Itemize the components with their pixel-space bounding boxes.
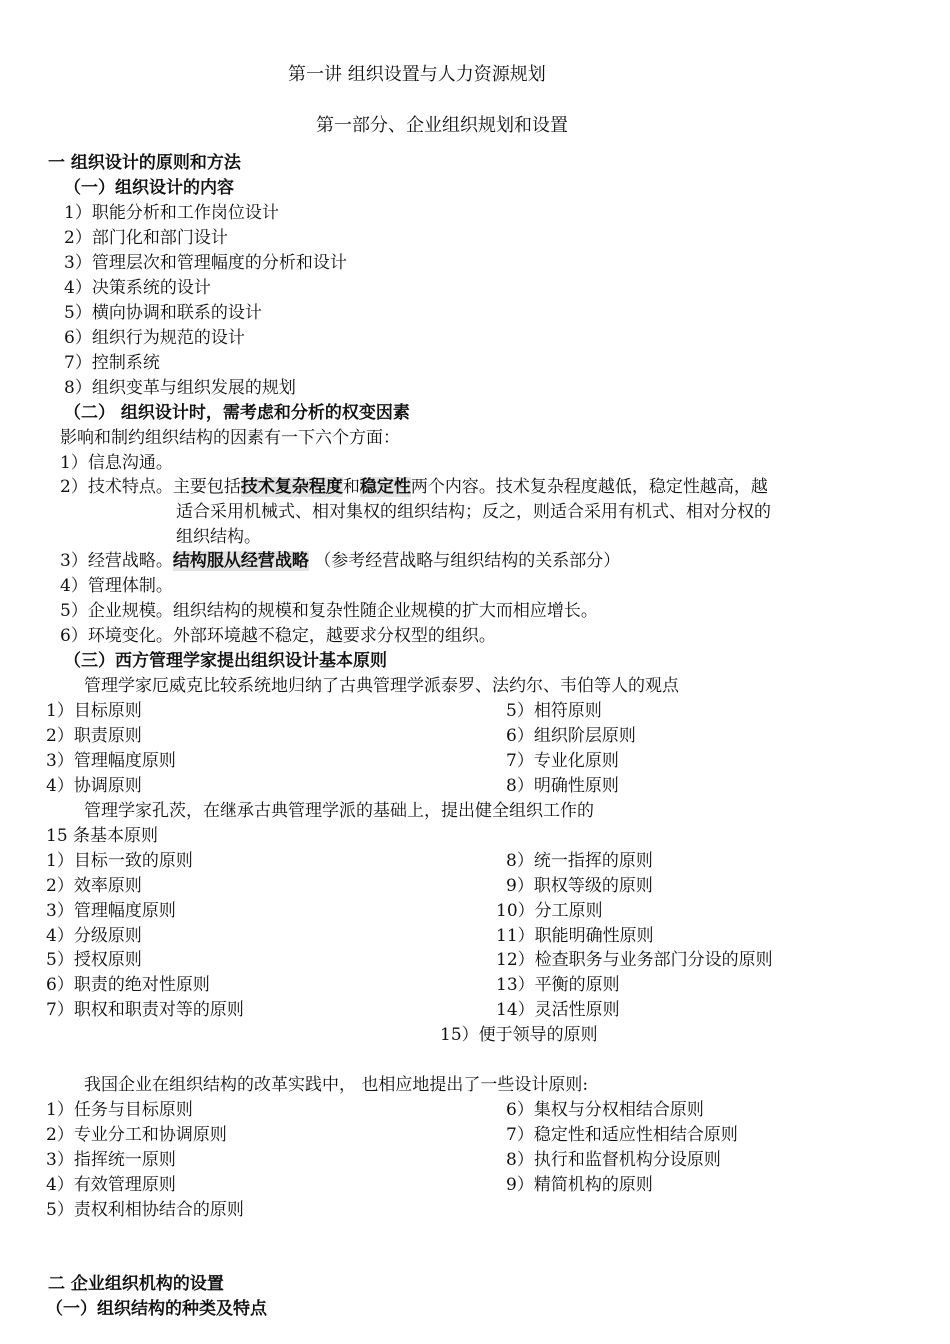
list-item: 7）控制系统 (64, 353, 160, 373)
list-item: 9）职权等级的原则 (506, 876, 653, 896)
list-item-continuation: 适合采用机械式、相对集权的组织结构；反之，则适合采用有机式、相对分权的 (176, 502, 771, 522)
list-item: 10）分工原则 (496, 901, 603, 921)
list-item: 7）专业化原则 (506, 751, 619, 771)
list-item: 6）组织行为规范的设计 (64, 328, 245, 348)
section-heading: 一 组织设计的原则和方法 (48, 153, 241, 173)
factor-text: （参考经营战略与组织结构的关系部分） (308, 551, 621, 571)
list-item: 6）组织阶层原则 (506, 726, 636, 746)
list-item: 4）决策系统的设计 (64, 278, 211, 298)
page-title: 第一讲 组织设置与人力资源规划 (288, 64, 546, 85)
list-item: 4）协调原则 (46, 776, 142, 796)
list-item: 8）统一指挥的原则 (506, 851, 653, 871)
list-item: 8）明确性原则 (506, 776, 619, 796)
list-item: 3）管理层次和管理幅度的分析和设计 (64, 253, 347, 273)
factor-text: 两个内容。技术复杂程度越低，稳定性越高，越 (410, 477, 768, 497)
highlight-term: 技术复杂程度 (240, 477, 343, 497)
subsection-heading: （一）组织结构的种类及特点 (46, 1299, 267, 1319)
list-item: 9）精简机构的原则 (506, 1175, 653, 1195)
list-item: 3）指挥统一原则 (46, 1150, 176, 1170)
list-item: 3）管理幅度原则 (46, 901, 176, 921)
list-item: 6）职责的绝对性原则 (46, 975, 210, 995)
subsection-heading: （二） 组织设计时，需考虑和分析的权变因素 (64, 403, 410, 423)
list-item: 5）横向协调和联系的设计 (64, 303, 262, 323)
list-item: 2）效率原则 (46, 876, 142, 896)
list-item: 5）责权利相协结合的原则 (46, 1200, 244, 1220)
list-item: 15）便于领导的原则 (440, 1025, 598, 1045)
list-item: 14）灵活性原则 (496, 1000, 620, 1020)
list-item: 3）管理幅度原则 (46, 751, 176, 771)
list-item (60, 476, 768, 498)
list-item: 4）分级原则 (46, 926, 142, 946)
highlight-term: 结构服从经营战略 (172, 551, 309, 571)
list-item: 13）平衡的原则 (496, 975, 620, 995)
list-item: 1）目标一致的原则 (46, 851, 193, 871)
list-item: 8）组织变革与组织发展的规划 (64, 378, 296, 398)
paragraph: 15 条基本原则 (46, 826, 159, 846)
list-item: 5）相符原则 (506, 701, 602, 721)
subsection-heading: （一）组织设计的内容 (64, 178, 234, 198)
factor-text: 3）经营战略。 (60, 551, 173, 571)
paragraph: 我国企业在组织结构的改革实践中， 也相应地提出了一些设计原则: (84, 1075, 589, 1095)
list-item: 1）任务与目标原则 (46, 1100, 193, 1120)
highlight-term: 稳定性 (359, 477, 411, 497)
list-item: 7）稳定性和适应性相结合原则 (506, 1125, 738, 1145)
list-item: 11）职能明确性原则 (496, 926, 654, 946)
list-item: 1）信息沟通。 (60, 453, 173, 473)
paragraph: 管理学家孔茨，在继承古典管理学派的基础上，提出健全组织工作的 (84, 801, 594, 821)
list-item: 5）授权原则 (46, 950, 142, 970)
list-item: 1）目标原则 (46, 701, 142, 721)
list-item: 4）管理体制。 (60, 576, 173, 596)
section-heading: 二 企业组织机构的设置 (48, 1274, 224, 1294)
subsection-heading: （三）西方管理学家提出组织设计基本原则 (64, 651, 387, 671)
page-subtitle: 第一部分、企业组织规划和设置 (316, 115, 568, 136)
list-item: 2）职责原则 (46, 726, 142, 746)
factor-text: 和 (342, 477, 360, 497)
list-item: 6）环境变化。外部环境越不稳定，越要求分权型的组织。 (60, 626, 496, 646)
list-item: 1）职能分析和工作岗位设计 (64, 203, 279, 223)
list-item: 12）检查职务与业务部门分设的原则 (496, 950, 773, 970)
factor-text: 2）技术特点。主要包括 (60, 477, 241, 497)
list-item: 2）部门化和部门设计 (64, 228, 228, 248)
list-item: 2）专业分工和协调原则 (46, 1125, 227, 1145)
list-item: 8）执行和监督机构分设原则 (506, 1150, 721, 1170)
list-item (60, 550, 620, 572)
paragraph: 影响和制约组织结构的因素有一下六个方面： (60, 428, 400, 448)
list-item-continuation: 组织结构。 (176, 527, 261, 547)
list-item: 6）集权与分权相结合原则 (506, 1100, 704, 1120)
paragraph: 管理学家厄威克比较系统地归纳了古典管理学派泰罗、法约尔、韦伯等人的观点 (84, 676, 679, 696)
list-item: 4）有效管理原则 (46, 1175, 176, 1195)
list-item: 7）职权和职责对等的原则 (46, 1000, 244, 1020)
list-item: 5）企业规模。组织结构的规模和复杂性随企业规模的扩大而相应增长。 (60, 601, 598, 621)
